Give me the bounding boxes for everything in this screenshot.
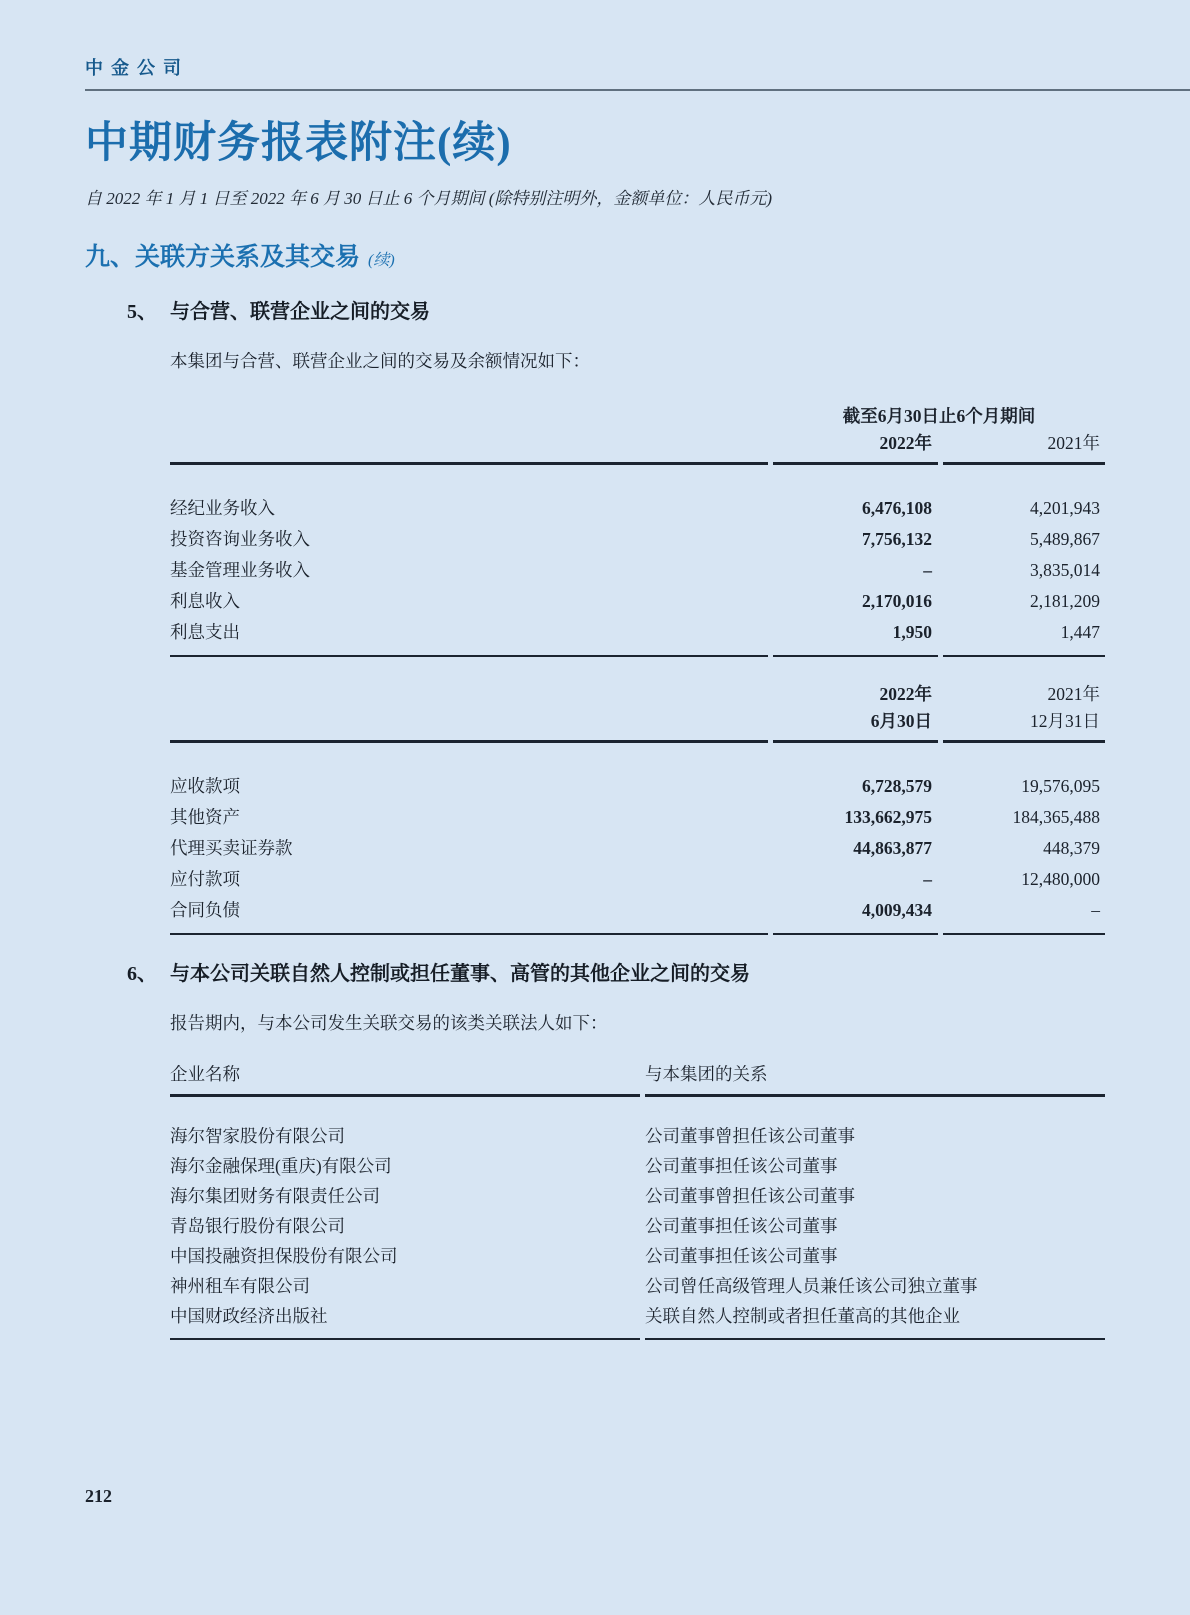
- row-value-2021: 3,835,014: [1030, 559, 1100, 580]
- entity-name: 神州租车有限公司: [170, 1275, 310, 1296]
- page-subtitle: 自 2022 年 1 月 1 日至 2022 年 6 月 30 日止 6 个月期间 (除特别注明外，金额单位：人民币元): [85, 189, 773, 208]
- section-title: 关联方关系及其交易: [135, 244, 361, 271]
- row-label: 利息收入: [170, 590, 240, 611]
- entity-row: [170, 1151, 1105, 1181]
- year-header-row: [170, 681, 1105, 708]
- entity-relation: 公司曾任高级管理人员兼任该公司独立董事: [645, 1275, 978, 1296]
- entity-name: 中国财政经济出版社: [170, 1305, 328, 1326]
- row-value-dec31: 448,379: [1043, 837, 1100, 858]
- page-title: 中期财务报表附注(续): [85, 120, 512, 167]
- table-row: [170, 833, 1105, 864]
- date-header-row: [170, 708, 1105, 740]
- table-rule: [170, 1338, 1105, 1341]
- brand-divider: [85, 89, 1190, 91]
- row-value-jun30: –: [923, 868, 932, 889]
- entity-row: [170, 1241, 1105, 1271]
- company-brand: 中金公司: [85, 58, 189, 78]
- column-header-entity-name: 企业名称: [170, 1064, 240, 1084]
- related-entities-table: [170, 1061, 1105, 1340]
- table-rule: [170, 1094, 1105, 1097]
- period-header-row: [170, 403, 1105, 430]
- entity-row: [170, 1271, 1105, 1301]
- period-header: 截至6月30日止6个月期间: [842, 406, 1036, 426]
- table-row: [170, 771, 1105, 802]
- table-row: [170, 617, 1105, 655]
- row-label: 代理买卖证券款: [170, 837, 293, 858]
- entity-row: [170, 1121, 1105, 1151]
- column-subheader-jun30: 6月30日: [870, 711, 932, 731]
- column-header-2022: 2022年: [879, 433, 932, 453]
- entity-relation: 公司董事担任该公司董事: [645, 1155, 838, 1176]
- subsection-6-number: 6、: [127, 963, 157, 985]
- row-value-jun30: 4,009,434: [862, 899, 932, 920]
- row-value-2022: 6,476,108: [862, 497, 932, 518]
- subsection-6-title: 与本公司关联自然人控制或担任董事、高管的其他企业之间的交易: [170, 963, 750, 985]
- year-header-row: [170, 430, 1105, 462]
- page-number: 212: [85, 1486, 112, 1506]
- table-row: [170, 802, 1105, 833]
- row-value-jun30: 6,728,579: [862, 775, 932, 796]
- table-rule: [170, 462, 1105, 465]
- row-value-dec31: 19,576,095: [1021, 775, 1100, 796]
- row-value-2022: –: [923, 559, 932, 580]
- table-rule: [170, 740, 1105, 743]
- table-row: [170, 524, 1105, 555]
- row-value-dec31: 184,365,488: [1012, 806, 1100, 827]
- row-label: 经纪业务收入: [170, 497, 275, 518]
- row-value-dec31: –: [1091, 899, 1100, 920]
- row-value-2021: 4,201,943: [1030, 497, 1100, 518]
- column-header-2021: 2021年: [1047, 684, 1100, 704]
- entity-name: 青岛银行股份有限公司: [170, 1215, 345, 1236]
- subsection-5-title: 与合营、联营企业之间的交易: [170, 301, 430, 323]
- row-label: 合同负债: [170, 899, 240, 920]
- entity-row: [170, 1301, 1105, 1338]
- entity-relation: 关联自然人控制或者担任董高的其他企业: [645, 1305, 960, 1326]
- column-header-relation: 与本集团的关系: [645, 1064, 768, 1084]
- entity-relation: 公司董事担任该公司董事: [645, 1245, 838, 1266]
- entity-name: 海尔集团财务有限责任公司: [170, 1185, 380, 1206]
- entity-name: 中国投融资担保股份有限公司: [170, 1245, 398, 1266]
- entity-relation: 公司董事曾担任该公司董事: [645, 1185, 855, 1206]
- entity-name: 海尔金融保理(重庆)有限公司: [170, 1155, 392, 1176]
- row-label: 应收款项: [170, 775, 240, 796]
- table-row: [170, 555, 1105, 586]
- row-value-2022: 7,756,132: [862, 528, 932, 549]
- subsection-5-number: 5、: [127, 301, 157, 323]
- entity-relation: 公司董事曾担任该公司董事: [645, 1125, 855, 1146]
- entity-name: 海尔智家股份有限公司: [170, 1125, 345, 1146]
- subsection-6-heading: [127, 957, 1190, 986]
- row-value-dec31: 12,480,000: [1021, 868, 1100, 889]
- subsection-6-intro: 报告期内，与本公司发生关联交易的该类关联法人如下：: [170, 1013, 608, 1033]
- subsection-5-intro: 本集团与合营、联营企业之间的交易及余额情况如下：: [170, 351, 590, 371]
- table-rule: [170, 655, 1105, 658]
- row-value-2021: 1,447: [1060, 621, 1100, 642]
- row-label: 其他资产: [170, 806, 240, 827]
- row-label: 基金管理业务收入: [170, 559, 310, 580]
- row-value-2021: 2,181,209: [1030, 590, 1100, 611]
- section-heading: [85, 237, 1190, 273]
- table-row: [170, 493, 1105, 524]
- row-value-2022: 2,170,016: [862, 590, 932, 611]
- column-header-2021: 2021年: [1047, 433, 1100, 453]
- subsection-5-heading: [127, 295, 1190, 324]
- section-continued: (续): [368, 252, 395, 269]
- entity-relation: 公司董事担任该公司董事: [645, 1215, 838, 1236]
- balances-table: [170, 681, 1105, 935]
- row-label: 利息支出: [170, 621, 240, 642]
- row-label: 应付款项: [170, 868, 240, 889]
- entity-row: [170, 1211, 1105, 1241]
- row-label: 投资咨询业务收入: [170, 528, 310, 549]
- row-value-2022: 1,950: [892, 621, 932, 642]
- column-subheader-dec31: 12月31日: [1030, 711, 1100, 731]
- table-row: [170, 895, 1105, 933]
- transactions-table: [170, 403, 1105, 657]
- row-value-jun30: 44,863,877: [853, 837, 932, 858]
- entities-header-row: [170, 1061, 1105, 1094]
- table-row: [170, 864, 1105, 895]
- column-header-2022: 2022年: [879, 684, 932, 704]
- row-value-2021: 5,489,867: [1030, 528, 1100, 549]
- table-row: [170, 586, 1105, 617]
- table-rule: [170, 933, 1105, 936]
- entity-row: [170, 1181, 1105, 1211]
- row-value-jun30: 133,662,975: [844, 806, 932, 827]
- section-number: 九、: [85, 244, 136, 271]
